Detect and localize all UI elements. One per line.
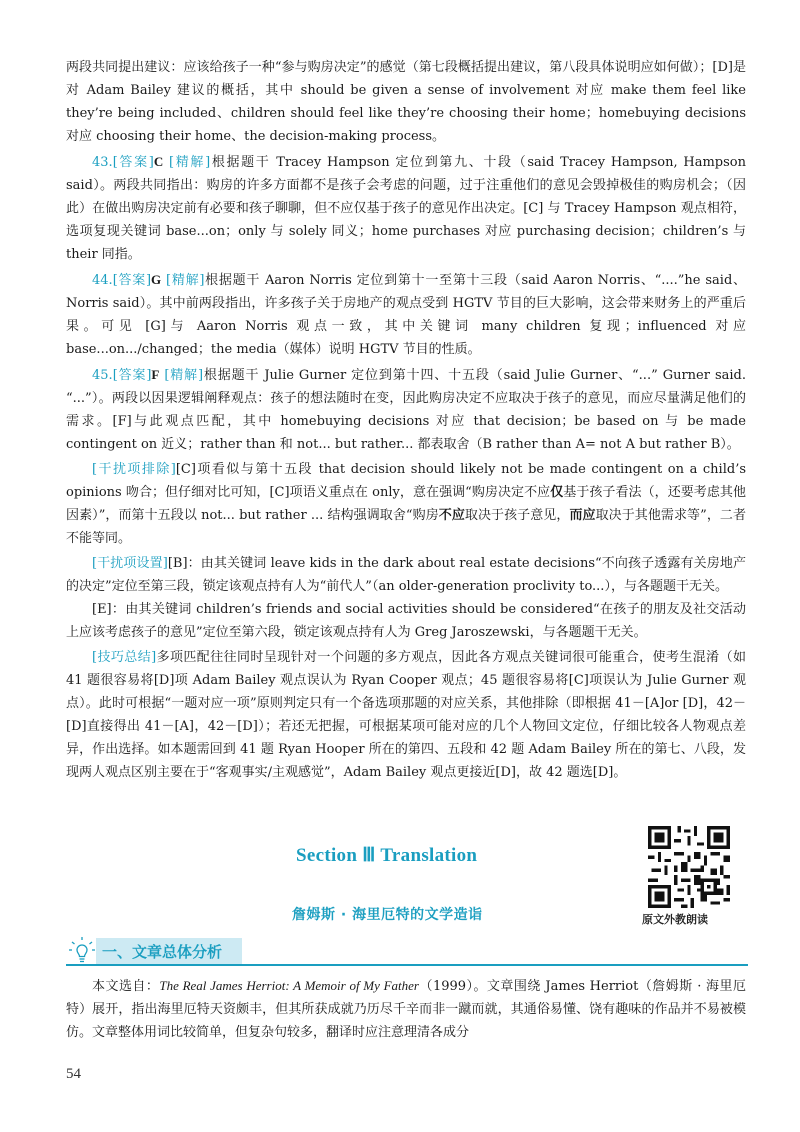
emphasis: 而应 <box>569 508 596 523</box>
q45-answer: F <box>151 367 160 382</box>
answer-tag: [答案] <box>112 368 152 383</box>
distractor-exclusion-tag: [干扰项排除] <box>92 462 176 477</box>
exclusion-text: 取决于其他需求等”，二者不能等同。 <box>66 508 746 546</box>
overview-intro: 本文选自： <box>92 979 160 994</box>
qr-label: 原文外教朗读 <box>642 913 708 926</box>
analysis-tag: [精解] <box>164 368 204 383</box>
q43-number: 43. <box>92 155 113 170</box>
overview-text <box>66 974 746 1044</box>
q44-text: 根据题干 Aaron Norris 定位到第十一至第十三段（said Aaron Norris、“....”he said、Norris said）。其中前两段指出，许多孩子关于房地产的观点受到 HGTV 节目的巨大影响，这会带来财务上的严重后果。可见 [G]与 Aaron Norris 观点一致，其中关键词 many children 复现；influenced 对应 base...on.../changed；the media（媒体）说明 HGTV 节目的性质。 <box>66 273 746 357</box>
q43-answer: C <box>153 154 164 169</box>
answer-analysis <box>66 56 746 784</box>
distractor-setting-e: [E]：由其关键词 children’s friends and social activities should be considered“在孩子的朋友及社交活动上应该考虑孩子的意见”定位至第六段，锁定该观点持有人为 Greg Jaroszewski，与各题题干无关。 <box>66 602 746 640</box>
overview-paragraph <box>66 974 746 1044</box>
skill-summary-text: 多项匹配往往同时呈现针对一个问题的多方观点，因此各方观点关键词很可能重合，使考生混淆（如 41 题很容易将[D]项 Adam Bailey 观点误认为 Ryan Cooper 观点；45 题很容易将[C]项误认为 Julie Gurner 观点）。此时可根据“一题对应一项”原则判定只有一个备选项那题的对应关系，其他排除（即根据 41－[A]or [D]，42－[D]直接得出 41－[A]，42－[D]）；若还无把握，可根据某项可能对应的几个人物回文定位，仔细比较各人物观点差异，作出选择。如本题需回到 41 题 Ryan Hooper 所在的第四、五段和 42 题 Adam Bailey 所在的第七、八段，发现两人观点区别主要在于“客观事实/主观感觉”，Adam Bailey 观点更接近[D]，故 42 题选[D]。 <box>66 650 746 780</box>
q44-number: 44. <box>92 273 113 288</box>
skill-summary <box>66 646 746 784</box>
setting-text-b: [B]：由其关键词 leave kids in the dark about real estate decisions“不向孩子透露有关房地产的决定”定位至第三段，锁定该观点持有人为“前代人”（an older-generation proclivity to...），与各题题干无关。 <box>66 556 746 594</box>
answer-tag: [答案] <box>112 273 152 288</box>
exclusion-text: [C]项看似与第十五段 that decision should likely not be made contingent on a child’s opinions 吻合；但仔细对比可知，[C]项语义重点在 only，意在强调“购房决定不应 <box>66 462 746 500</box>
source-title: The Real James Herriot: A Memoir of My Father <box>159 978 419 993</box>
overview-title: 一、文章总体分析 <box>102 943 223 961</box>
continued-paragraph: 两段共同提出建议：应该给孩子一种“参与购房决定”的感觉（第七段概括提出建议，第八段具体说明应如何做）；[D]是对 Adam Bailey 建议的概括，其中 should be given a sense of involvement 对应 make them feel like they’re being included、children should feel like they’re choosing their home；homebuying decisions 对应 choosing their home、the decision-making process。 <box>66 60 746 144</box>
q43-text: 根据题干 Tracey Hampson 定位到第九、十段（said Tracey Hampson, Hampson said）。两段共同指出：购房的许多方面都不是孩子会考虑的问题，过于注重他们的意见会毁掉极佳的购房机会；（因此）在做出购房决定前有必要和孩子聊聊，但不应仅基于孩子的意见作出决定。[C] 与 Tracey Hampson 观点相符，选项复现关键词 base...on；only 与 solely 同义；home purchases 对应 purchasing decision；children’s 与 their 同指。 <box>66 155 746 262</box>
lightbulb-icon <box>68 936 96 964</box>
analysis-tag: [精解] <box>166 273 205 288</box>
overview-band <box>66 936 748 966</box>
qr-code[interactable] <box>648 826 730 908</box>
exclusion-text: 取决于孩子意见， <box>464 508 570 523</box>
q44-block <box>66 268 746 361</box>
emphasis: 仅 <box>550 485 564 500</box>
emphasis: 不应 <box>438 508 465 523</box>
page-number: 54 <box>66 1066 81 1082</box>
section-title: Section Ⅲ Translation <box>296 845 478 866</box>
exclusion-text: 基于孩子看法（，还要考虑其他因素）”，而第十五段以 not... but rather ... 结构强调取舍“购房 <box>66 485 746 523</box>
overview-body: （1999）。文章围绕 James Herriot（詹姆斯 · 海里厄特）展开，指出海里厄特天资颇丰，但其所获成就乃历尽千辛而非一蹴而就，其通俗易懂、饶有趣味的作品并不易被模仿。文章整体用词比较简单，但复杂句较多，翻译时应注意理清各成分 <box>66 979 746 1040</box>
article-title: 詹姆斯 · 海里厄特的文学造诣 <box>292 907 483 923</box>
analysis-tag: [精解] <box>169 155 211 170</box>
q43-block <box>66 150 746 266</box>
distractor-exclusion <box>66 458 746 550</box>
distractor-setting-tag: [干扰项设置] <box>92 556 168 571</box>
answer-tag: [答案] <box>112 155 154 170</box>
q45-text: 根据题干 Julie Gurner 定位到第十四、十五段（said Julie Gurner、“...” Gurner said. “...”）。两段以因果逻辑阐释观点：孩子的想法随时在变，因此购房决定不应取决于孩子的意见，而应尽量满足他们的需求。[F]与此观点匹配，其中 homebuying decisions 对应 that decision；be based on 与 be made contingent on 近义；rather than 和 not... but rather... 都表取舍（B rather than A= not A but rather B）。 <box>66 368 746 452</box>
distractor-setting <box>66 552 746 598</box>
q45-number: 45. <box>92 368 113 383</box>
q44-answer: G <box>151 272 162 287</box>
q45-block <box>66 363 746 456</box>
skill-summary-tag: [技巧总结] <box>92 650 157 665</box>
